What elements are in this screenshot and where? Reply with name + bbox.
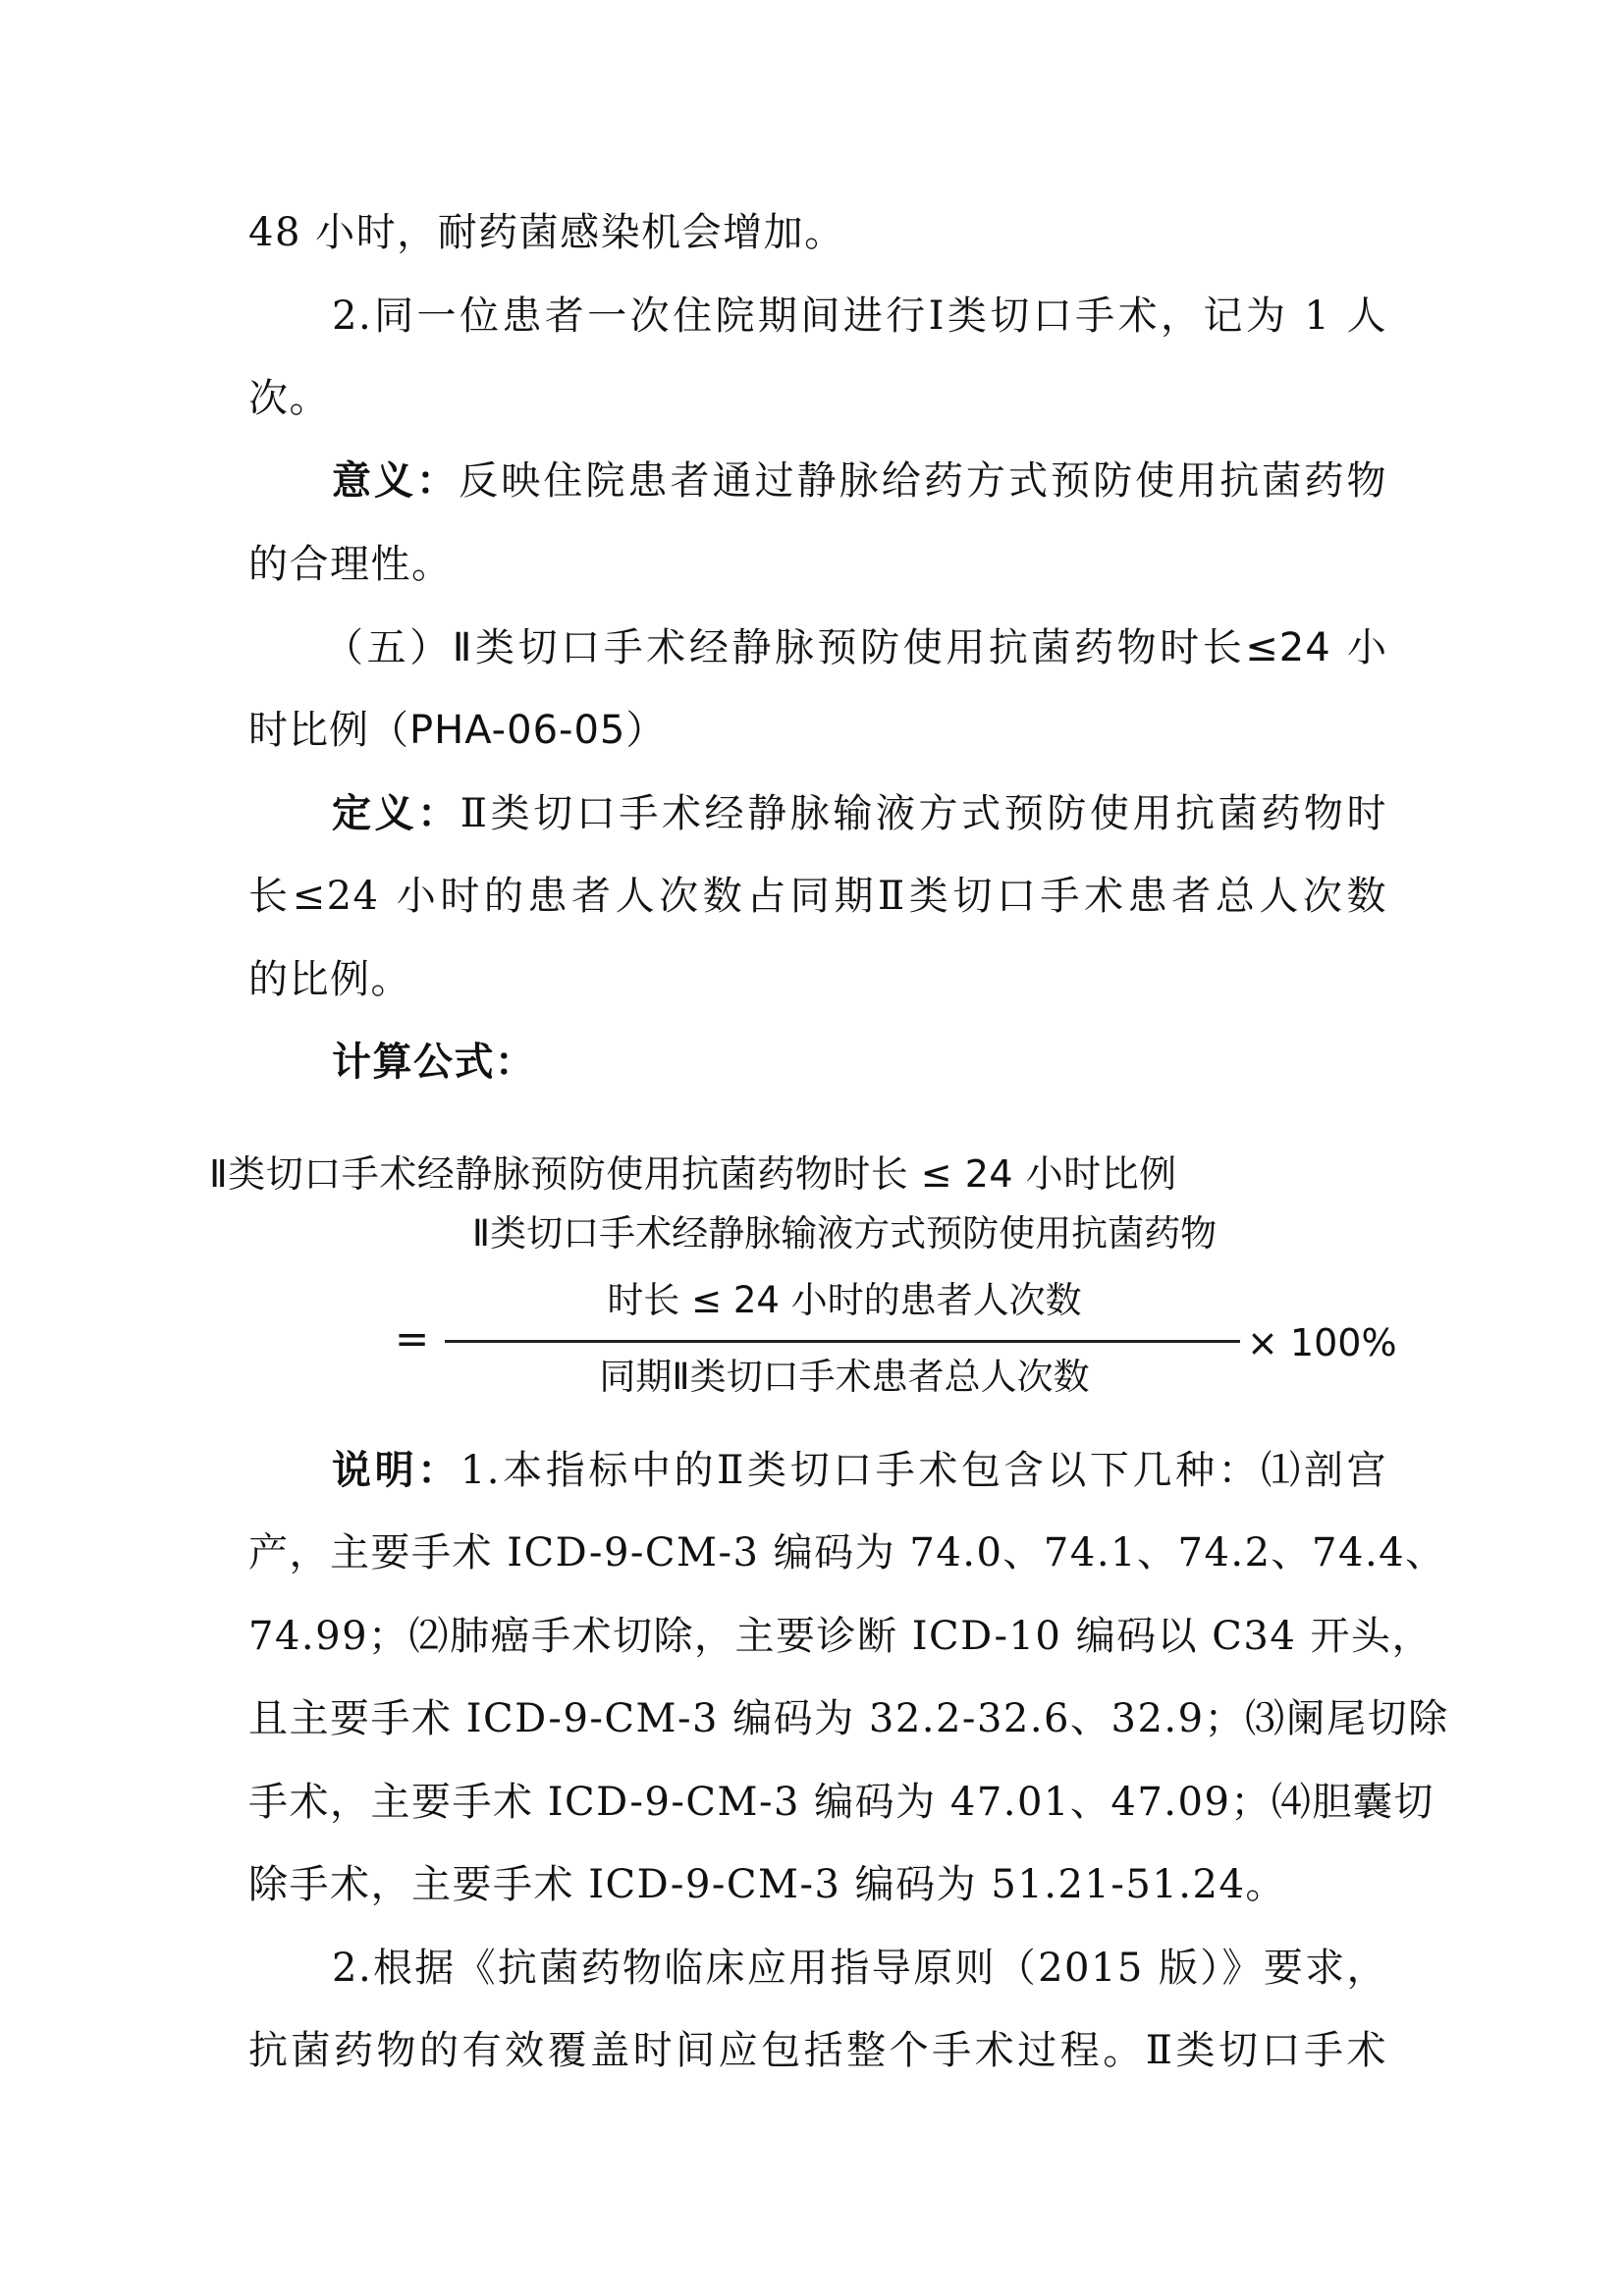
definition-paragraph: 定义：Ⅱ类切口手术经静脉输液方式预防使用抗菌药物时	[332, 791, 1388, 836]
section-heading: （五）Ⅱ类切口手术经静脉预防使用抗菌药物时长≤24 小	[324, 625, 1387, 670]
body-line-18: 2.根据《抗菌药物临床应用指导原则（2015 版）》要求，	[332, 1946, 1387, 1991]
body-line-10: 的比例。	[248, 957, 411, 1002]
meaning-label: 意义：	[332, 458, 460, 504]
formula-numerator-line2: 时长 ≤ 24 小时的患者人次数	[607, 1279, 1082, 1321]
formula-fraction-bar	[445, 1340, 1240, 1343]
body-line-19: 抗菌药物的有效覆盖时间应包括整个手术过程。Ⅱ类切口手术	[248, 2028, 1387, 2073]
body-line-14: 74.99；⑵肺癌手术切除，主要诊断 ICD-10 编码以 C34 开头，	[248, 1614, 1434, 1659]
formula-label-line	[332, 1033, 1387, 1092]
body-line-16: 手术，主要手术 ICD-9-CM-3 编码为 47.01、47.09；⑷胆囊切	[248, 1780, 1435, 1825]
body-line-1: 48 小时，耐药菌感染机会增加。	[248, 210, 845, 255]
formula-label: 计算公式：	[332, 1040, 536, 1085]
body-line-3: 次。	[248, 376, 330, 421]
body-line-9: 长≤24 小时的患者人次数占同期Ⅱ类切口手术患者总人次数	[248, 874, 1387, 919]
formula-lhs: Ⅱ类切口手术经静脉预防使用抗菌药物时长 ≤ 24 小时比例	[209, 1152, 1177, 1196]
formula-equals: =	[395, 1314, 430, 1362]
body-line-15: 且主要手术 ICD-9-CM-3 编码为 32.2-32.6、32.9；⑶阑尾切除	[248, 1696, 1449, 1741]
body-line-13: 产，主要手术 ICD-9-CM-3 编码为 74.0、74.1、74.2、74.4、	[248, 1530, 1446, 1575]
formula-numerator-line1: Ⅱ类切口手术经静脉输液方式预防使用抗菌药物	[471, 1212, 1218, 1255]
section-heading-cont: 时比例（PHA-06-05）	[248, 708, 667, 753]
body-line-5: 的合理性。	[248, 542, 453, 587]
definition-label: 定义：	[332, 791, 460, 836]
body-line-17: 除手术，主要手术 ICD-9-CM-3 编码为 51.21-51.24。	[248, 1862, 1286, 1907]
formula-denominator: 同期Ⅱ类切口手术患者总人次数	[599, 1356, 1090, 1398]
body-line-2: 2.同一位患者一次住院期间进行Ⅰ类切口手术，记为 1 人	[332, 294, 1387, 339]
meaning-paragraph: 意义：反映住院患者通过静脉给药方式预防使用抗菌药物	[332, 458, 1387, 504]
note-paragraph: 说明：1.本指标中的Ⅱ类切口手术包含以下几种：⑴剖宫	[332, 1448, 1388, 1493]
formula-multiplier: × 100%	[1247, 1321, 1397, 1364]
note-label: 说明：	[332, 1448, 460, 1493]
